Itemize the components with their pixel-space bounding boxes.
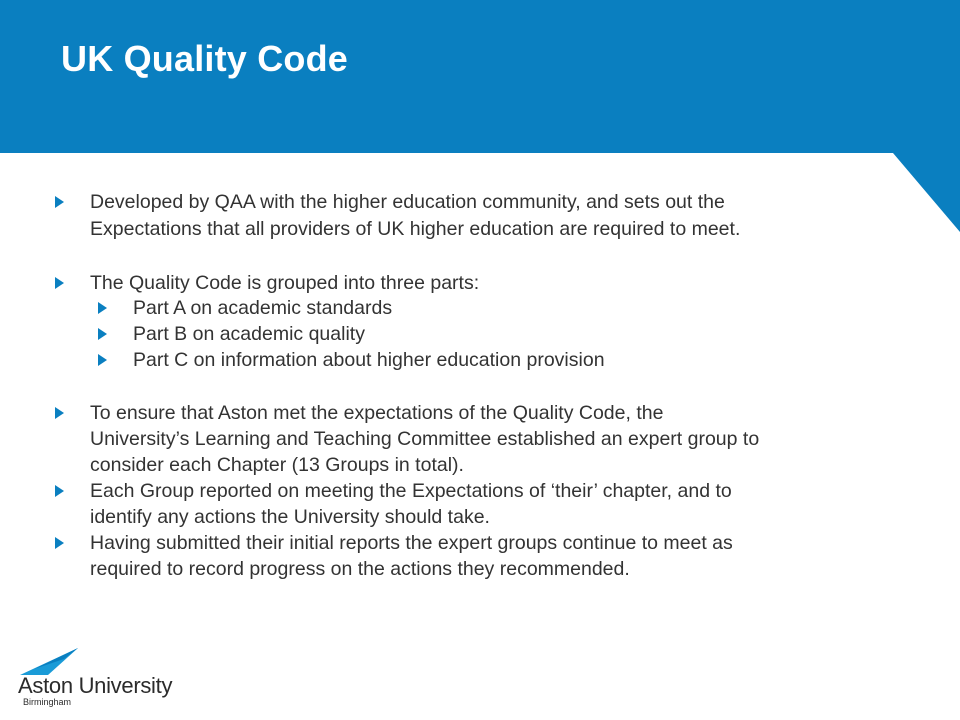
bullet-line: required to record progress on the actions they recommended.	[90, 558, 630, 580]
bullet-line: University’s Learning and Teaching Committee established an expert group to	[90, 428, 760, 450]
play-triangle-icon	[55, 407, 64, 419]
play-triangle-icon	[55, 485, 64, 497]
bullet-line: The Quality Code is grouped into three parts:	[90, 272, 480, 294]
sub-bullet-line: Part A on academic standards	[133, 297, 393, 319]
bullet-line: identify any actions the University should take.	[90, 506, 490, 528]
logo-wordmark: Aston University	[18, 673, 173, 698]
play-triangle-icon	[98, 328, 107, 340]
bullet-line: Each Group reported on meeting the Expectations of ‘their’ chapter, and to	[90, 480, 732, 502]
logo-subtitle: Birmingham	[23, 697, 72, 707]
bullet-line: Expectations that all providers of UK higher education are required to meet.	[90, 218, 741, 240]
play-triangle-icon	[55, 537, 64, 549]
bullet-line: To ensure that Aston met the expectations of the Quality Code, the	[90, 402, 664, 424]
play-triangle-icon	[55, 196, 64, 208]
bullet-line: Developed by QAA with the higher education community, and sets out the	[90, 191, 725, 213]
play-triangle-icon	[98, 354, 107, 366]
play-triangle-icon	[98, 302, 107, 314]
aston-university-logo	[18, 645, 173, 707]
bullet-line: consider each Chapter (13 Groups in total).	[90, 454, 464, 476]
sub-bullet-line: Part C on information about higher education provision	[133, 349, 605, 371]
play-triangle-icon	[55, 277, 64, 289]
sub-bullet-line: Part B on academic quality	[133, 323, 365, 345]
bullet-line: Having submitted their initial reports the expert groups continue to meet as	[90, 532, 733, 554]
slide-title: UK Quality Code	[61, 38, 349, 79]
